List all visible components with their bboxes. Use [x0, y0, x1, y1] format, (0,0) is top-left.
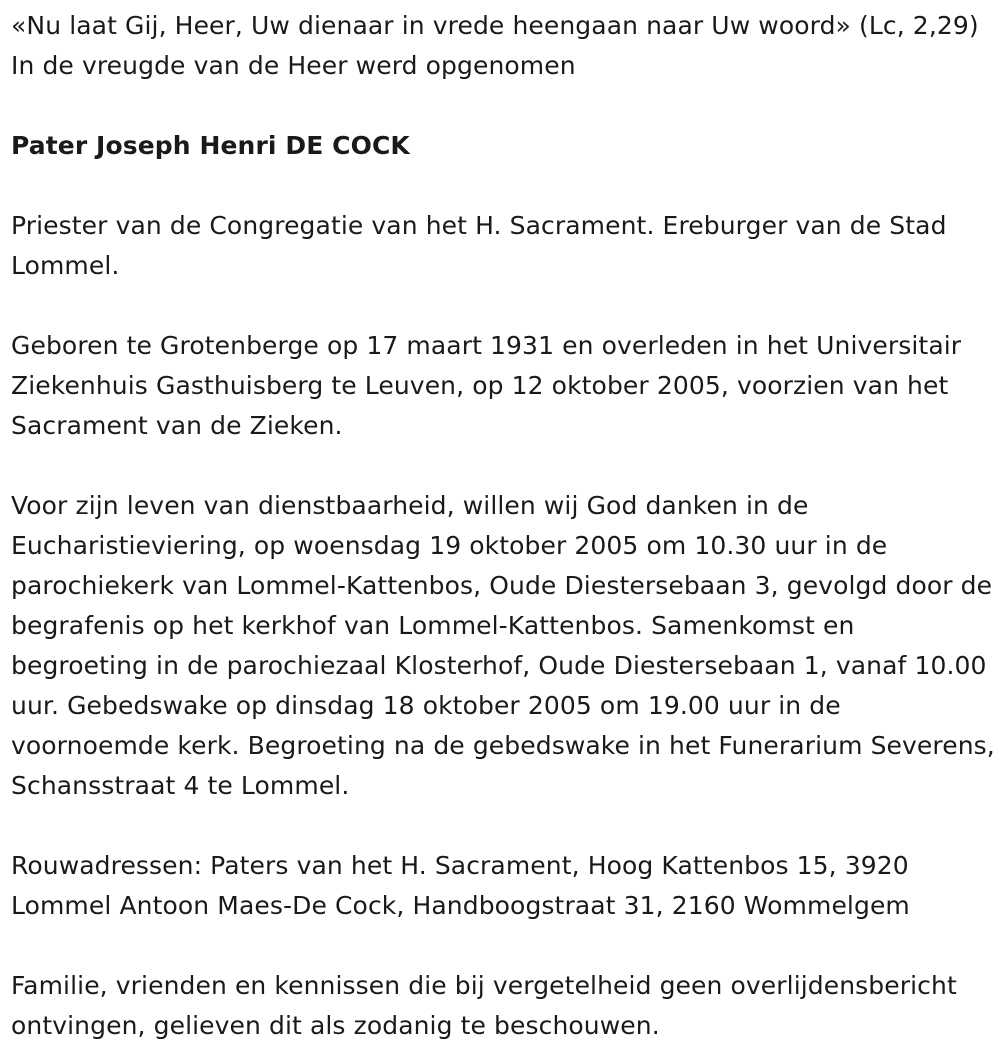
birth-death-paragraph: Geboren te Grotenberge op 17 maart 1931 en overleden in het Universitair Ziekenhuis Gasthuisberg te Leuven, op 12 oktober 2005, voorzien van het Sacrament van de Zieken. — [11, 331, 962, 440]
ceremony-paragraph: Voor zijn leven van dienstbaarheid, willen wij God danken in de Eucharistieviering, op woensdag 19 oktober 2005 om 10.30 uur in de parochiekerk van Lommel-Kattenbos, Oude Diestersebaan 3, gevolgd door de begrafenis op het kerkhof van Lommel-Kattenbos. Samenkomst en begroeting in de parochiezaal Klosterhof, Oude Diestersebaan 1, vanaf 10.00 uur. Gebedswake op dinsdag 18 oktober 2005 om 19.00 uur in de voornoemde kerk. Begroeting na de gebedswake in het Funerarium Severens, Schansstraat 4 te Lommel. — [11, 491, 995, 800]
deceased-title: Priester van de Congregatie van het H. Sacrament. Ereburger van de Stad Lommel. — [11, 211, 947, 280]
bible-quote: «Nu laat Gij, Heer, Uw dienaar in vrede heengaan naar Uw woord» (Lc, 2,29) In de vreugde van de Heer werd opgenomen — [11, 11, 979, 80]
closing-paragraph: Familie, vrienden en kennissen die bij vergetelheid geen overlijdensbericht ontvingen, gelieven dit als zodanig te beschouwen. — [11, 971, 957, 1040]
deceased-name: Pater Joseph Henri DE COCK — [11, 131, 410, 160]
mourning-addresses: Rouwadressen: Paters van het H. Sacrament, Hoog Kattenbos 15, 3920 Lommel Antoon Maes-De Cock, Handboogstraat 31, 2160 Wommelgem — [11, 851, 910, 920]
obituary-notice — [11, 6, 996, 1046]
